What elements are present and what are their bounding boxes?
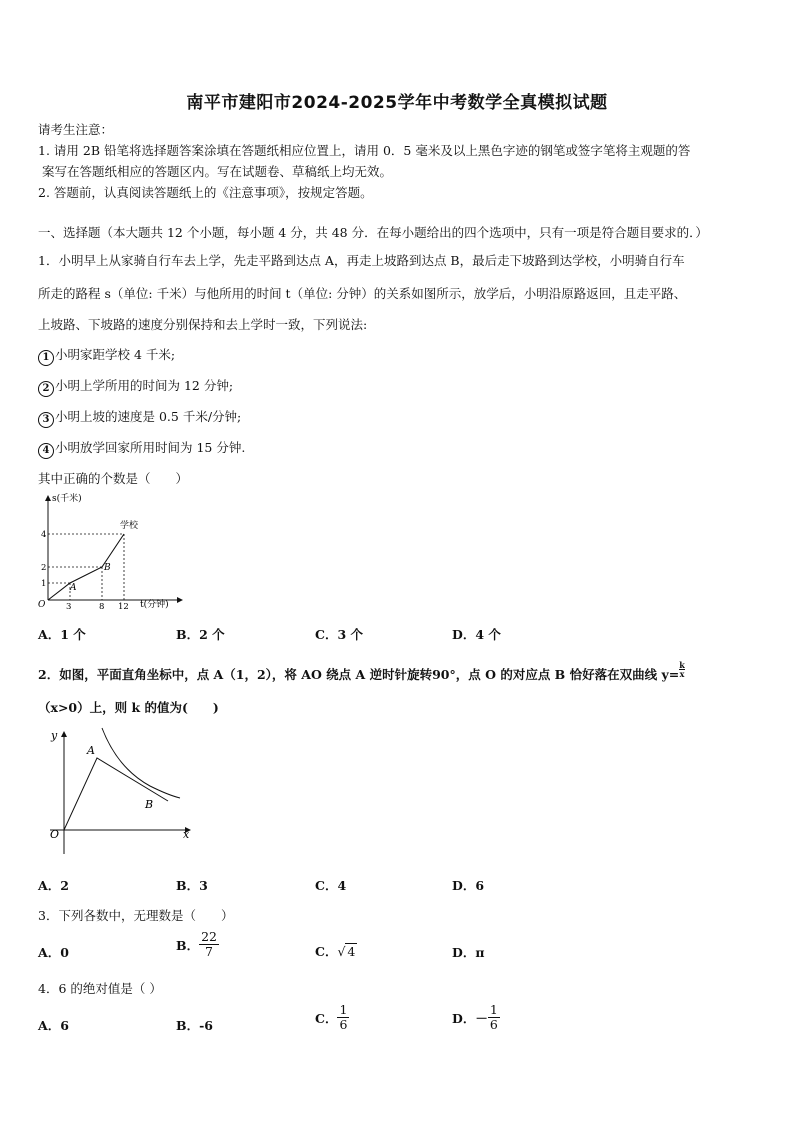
notice-item-2: 2. 答题前，认真阅读答题纸上的《注意事项》，按规定答题。: [38, 185, 373, 200]
origin-label: O: [50, 828, 60, 841]
q1-line-2: 所走的路程 s（单位: 千米）与他所用的时间 t（单位: 分钟）的关系如图所示，放学后，小明沿原路返回，且走平路、: [38, 286, 687, 301]
point-b-label: B: [145, 798, 154, 811]
q1-option-b[interactable]: B．2 个: [176, 627, 225, 642]
origin-label: O: [38, 600, 46, 610]
x-tick: 12: [118, 602, 129, 612]
q2-line-1: 2．如图，平面直角坐标中，点 A（1，2），将 AO 绕点 A 逆时针旋转90°，点 O 的对应点 B 恰好落在双曲线 y= $\frac{k}{x}$: [38, 660, 685, 682]
q2-option-a[interactable]: A．2: [38, 878, 69, 893]
q1-distance-time-graph: [36, 490, 186, 612]
q3-option-d[interactable]: D．π: [452, 945, 485, 960]
q1-statement-3: 3 小明上坡的速度是 0.5 千米/分钟;: [38, 407, 241, 428]
x-axis-label: t(分钟): [140, 600, 169, 610]
rotated-segments: [64, 758, 168, 830]
point-a-label: A: [70, 583, 77, 593]
y-tick: 2: [41, 563, 47, 573]
x-axis-label: x: [183, 828, 190, 841]
k-over-x-fraction: $\frac{k}{x}$: [679, 660, 685, 679]
school-label: 学校: [120, 521, 139, 531]
circled-number-icon: 3: [38, 412, 54, 428]
q1-statement-1: 1 小明家距学校 4 千米;: [38, 345, 175, 366]
q3-stem: 3．下列各数中，无理数是（ ）: [38, 908, 234, 923]
q1-line-1: 1．小明早上从家骑自行车去上学，先走平路到达点 A，再走上坡路到达点 B，最后走下坡路到达学校，小明骑自行车: [38, 253, 685, 268]
q1-option-d[interactable]: D．4 个: [452, 627, 501, 642]
q2-coordinate-graph: [40, 726, 196, 860]
circled-number-icon: 4: [38, 443, 54, 459]
q3-option-c[interactable]: C．√ 4: [315, 944, 356, 959]
q1-ask: 其中正确的个数是（ ）: [38, 471, 189, 486]
point-a-label: A: [87, 744, 95, 757]
y-axis-label: y: [51, 729, 58, 742]
y-tick: 4: [41, 530, 47, 540]
fraction: $\frac{22}{7}$: [201, 929, 217, 960]
q1-option-c[interactable]: C．3 个: [315, 627, 363, 642]
y-axis-label: s(千米): [52, 494, 82, 504]
notice-heading: 请考生注意：: [38, 122, 114, 137]
q2-option-c[interactable]: C．4: [315, 878, 347, 893]
q4-stem: 4．6 的绝对值是（ ）: [38, 981, 162, 996]
x-tick: 3: [66, 602, 72, 612]
y-tick: 1: [41, 579, 47, 589]
fraction: $\frac{1}{6}$: [339, 1002, 348, 1033]
notice-item-1b: 案写在答题纸相应的答题区内。写在试题卷、草稿纸上均无效。: [42, 164, 393, 179]
point-b-label: B: [104, 563, 111, 573]
q2-option-b[interactable]: B．3: [176, 878, 208, 893]
hyperbola-curve: [102, 728, 180, 798]
q1-statement-4: 4 小明放学回家所用时间为 15 分钟.: [38, 438, 245, 459]
q2-line-2: （x>0）上，则 k 的值为( ): [38, 700, 219, 715]
fraction: $\frac{1}{6}$: [489, 1002, 498, 1033]
q4-option-c[interactable]: C． $\frac{1}{6}$: [315, 1002, 348, 1033]
circled-number-icon: 2: [38, 381, 54, 397]
q4-option-d[interactable]: D．－ $\frac{1}{6}$: [452, 1002, 498, 1033]
q3-option-a[interactable]: A．0: [38, 945, 69, 960]
q4-option-b[interactable]: B．-6: [176, 1018, 213, 1033]
page-title: 南平市建阳市2024-2025学年中考数学全真模拟试题: [186, 93, 608, 113]
q1-option-a[interactable]: A．1 个: [38, 627, 86, 642]
circled-number-icon: 1: [38, 350, 54, 366]
section-heading: 一、选择题（本大题共 12 个小题，每小题 4 分，共 48 分．在每小题给出的四个选项中，只有一项是符合题目要求的．）: [38, 225, 708, 240]
q4-option-a[interactable]: A．6: [38, 1018, 69, 1033]
q1-statement-2: 2 小明上学所用的时间为 12 分钟;: [38, 376, 233, 397]
notice-item-1a: 1. 请用 2B 铅笔将选择题答案涂填在答题纸相应位置上，请用 0．5 毫米及以上黑色字迹的钢笔或签字笔将主观题的答: [38, 143, 691, 158]
sqrt-icon: √: [337, 944, 346, 959]
x-tick: 8: [99, 602, 105, 612]
q3-option-b[interactable]: B． $\frac{22}{7}$: [176, 929, 217, 960]
q2-option-d[interactable]: D．6: [452, 878, 485, 893]
q1-line-3: 上坡路、下坡路的速度分别保持和去上学时一致，下列说法:: [38, 317, 368, 332]
